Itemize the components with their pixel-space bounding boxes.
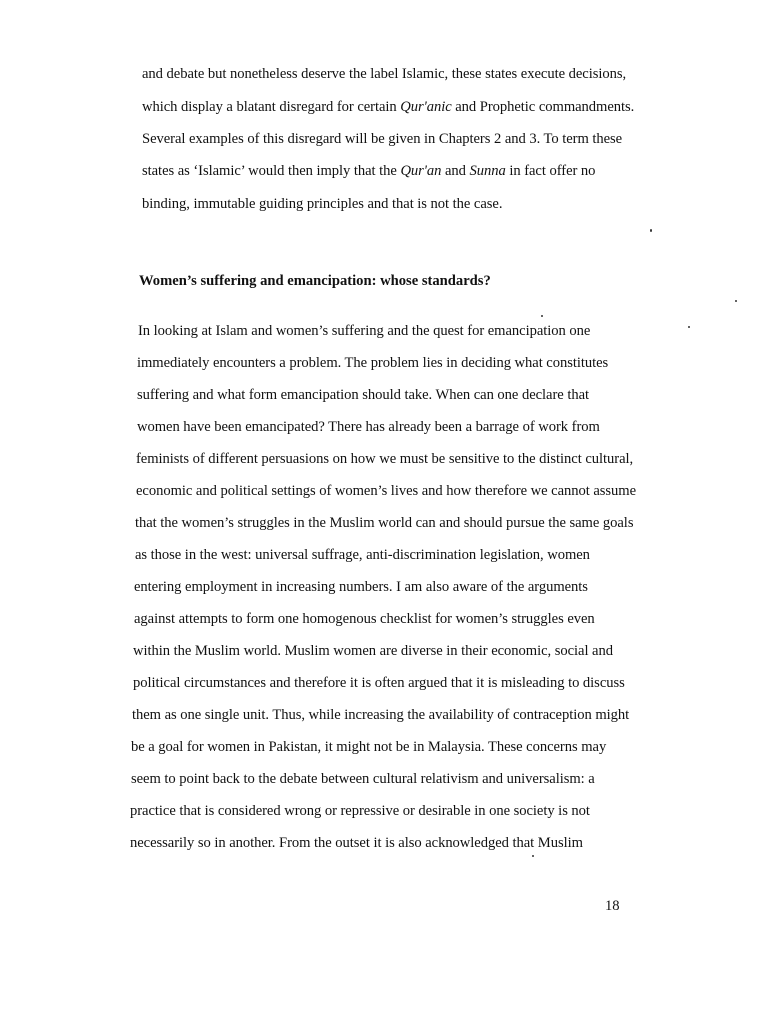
- italic-term: Qur'an: [400, 163, 442, 179]
- text-segment: and: [441, 163, 470, 179]
- paragraph2-line: within the Muslim world. Muslim women are diverse in their economic, social and: [133, 643, 613, 659]
- paragraph2-line: women have been emancipated? There has already been a barrage of work from: [137, 419, 600, 435]
- page-number: 18: [605, 898, 620, 914]
- paragraph1-line-2: [142, 98, 634, 116]
- paragraph2-line: suffering and what form emancipation should take. When can one declare that: [137, 387, 590, 403]
- text-segment: and Prophetic commandments.: [451, 99, 635, 115]
- italic-term: Sunna: [469, 163, 506, 179]
- paragraph2-line: economic and political settings of women’s lives and how therefore we cannot assume: [136, 483, 637, 499]
- paragraph2-line: necessarily so in another. From the outset it is also acknowledged that Muslim: [130, 835, 583, 851]
- scan-speck: [532, 855, 534, 857]
- scan-speck: [541, 315, 543, 317]
- paragraph2-line: entering employment in increasing numbers. I am also aware of the arguments: [134, 579, 588, 595]
- paragraph2-line: that the women’s struggles in the Muslim world can and should pursue the same goals: [135, 515, 634, 531]
- paragraph2-line: against attempts to form one homogenous checklist for women’s struggles even: [134, 611, 595, 627]
- paragraph1-line-5: binding, immutable guiding principles and that is not the case.: [142, 196, 503, 212]
- paragraph2-line: In looking at Islam and women’s suffering and the quest for emancipation one: [138, 323, 591, 339]
- italic-term: Qur'anic: [400, 99, 452, 115]
- paragraph2-line: be a goal for women in Pakistan, it might not be in Malaysia. These concerns may: [131, 739, 607, 755]
- text-segment: which display a blatant disregard for certain: [142, 99, 401, 115]
- text-segment: states as ‘Islamic’ would then imply that the: [142, 163, 401, 179]
- scan-speck: [688, 326, 690, 328]
- paragraph2-line: practice that is considered wrong or repressive or desirable in one society is not: [130, 803, 590, 819]
- paragraph2-line: political circumstances and therefore it is often argued that it is misleading to discuss: [133, 675, 625, 691]
- paragraph1-line-1: and debate but nonetheless deserve the label Islamic, these states execute decisions,: [142, 66, 627, 82]
- paragraph2-line: feminists of different persuasions on how we must be sensitive to the distinct cultural,: [136, 451, 634, 467]
- section-heading: Women’s suffering and emancipation: whose standards?: [139, 273, 491, 289]
- paragraph1-line-4: [142, 162, 595, 180]
- paragraph2-line: immediately encounters a problem. The problem lies in deciding what constitutes: [137, 355, 609, 371]
- scan-speck: [650, 229, 652, 232]
- paragraph1-line-3: Several examples of this disregard will be given in Chapters 2 and 3. To term these: [142, 131, 623, 147]
- paragraph2-line: seem to point back to the debate between cultural relativism and universalism: a: [131, 771, 595, 787]
- paragraph2-line: them as one single unit. Thus, while increasing the availability of contraception might: [132, 707, 630, 723]
- scan-speck: [735, 300, 737, 302]
- text-segment: in fact offer no: [505, 163, 596, 179]
- paragraph2-line: as those in the west: universal suffrage, anti-discrimination legislation, women: [135, 547, 590, 563]
